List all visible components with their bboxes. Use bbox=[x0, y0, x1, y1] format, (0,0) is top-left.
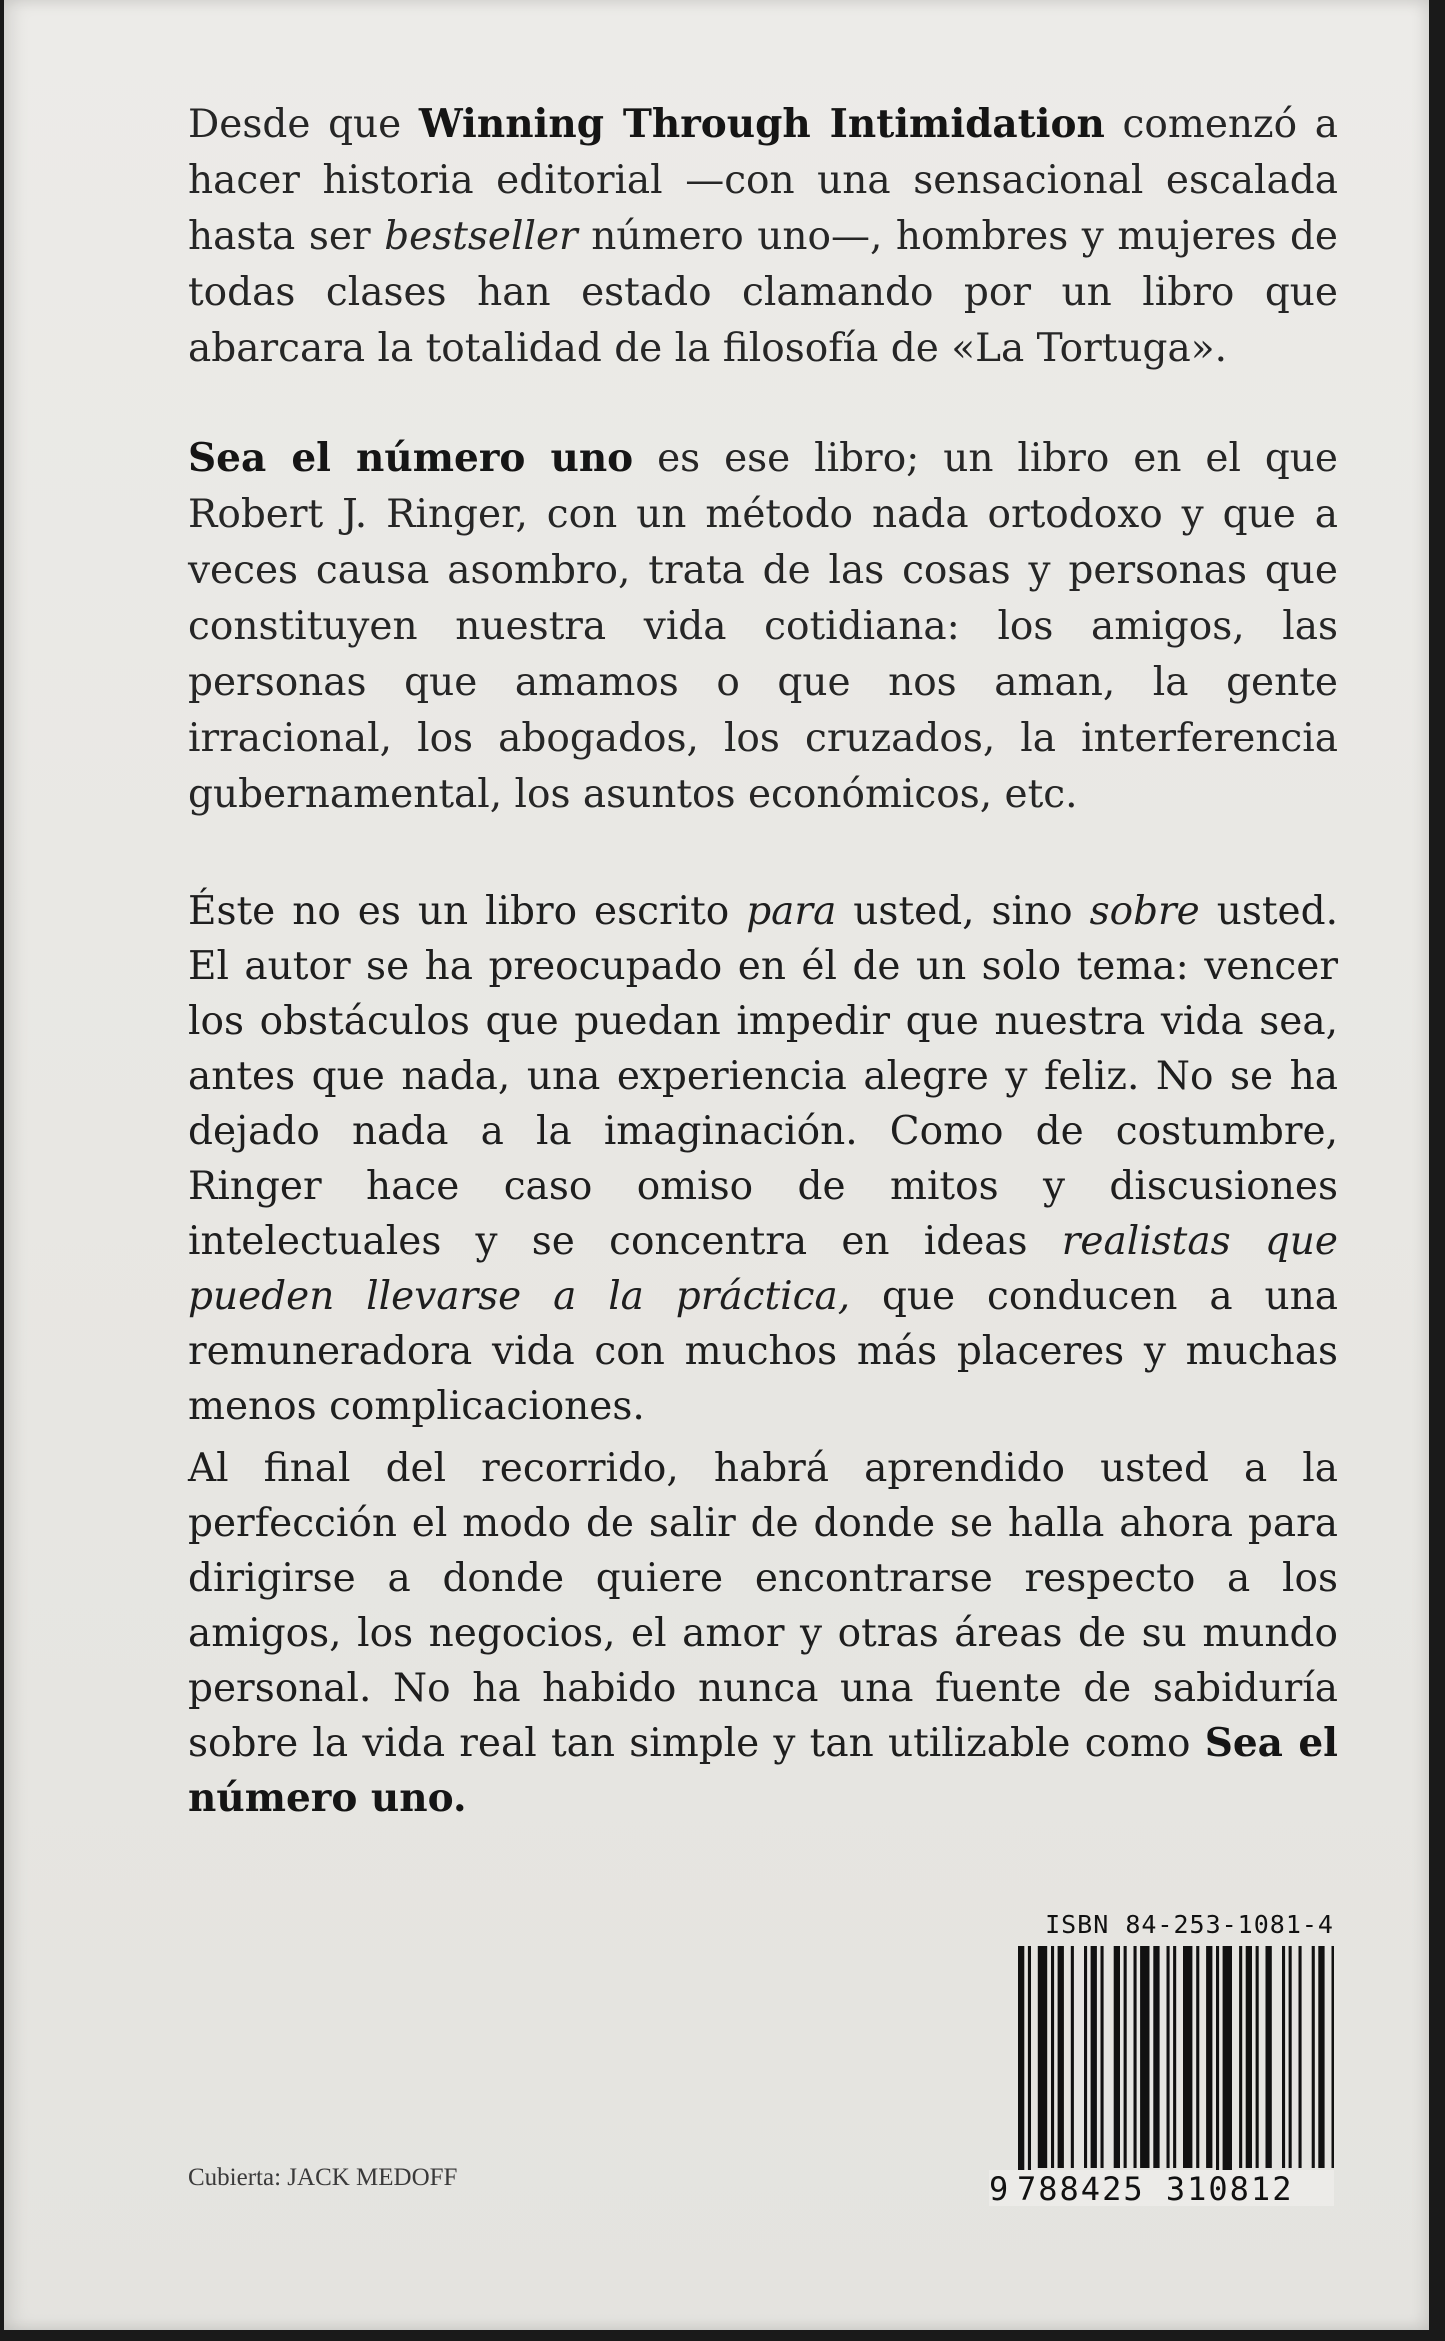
paragraph-4 bbox=[188, 1441, 1338, 1826]
p1-title-winning-through-intimidation: Winning Through Intimidation bbox=[418, 101, 1105, 147]
p4-seg-0: Al final del recorrido, habrá aprendido usted a la perfección el modo de salir de donde se halla ahora para dirigirse a donde quiere encontrarse respecto a los amigos, los negocios, el amor y otras áreas de su mundo personal. No ha habido nunca una fuente de sabiduría sobre la vida real tan simple y tan utilizable como bbox=[188, 1446, 1338, 1766]
p1-seg-0: Desde que bbox=[188, 102, 419, 147]
p3-sobre: sobre bbox=[1089, 889, 1200, 934]
p3-seg-6: que conducen a una remuneradora vida con muchos más placeres y muchas menos complicaciones. bbox=[188, 1274, 1338, 1429]
p1-seg-4: número uno—, hombres y mujeres de todas clases han estado clamando por un libro que abarcara la totalidad de la filosofía de «La Tortuga». bbox=[188, 214, 1338, 371]
barcode-digits-rest: 788425 310812 bbox=[1017, 2170, 1294, 2208]
p3-seg-2: usted, sino bbox=[836, 889, 1090, 934]
p3-seg-0: Éste no es un libro escrito bbox=[188, 889, 747, 934]
back-cover bbox=[4, 0, 1429, 2330]
p3-seg-4: usted. El autor se ha preocupado en él de un solo tema: vencer los obstáculos que puedan impedir que nuestra vida sea, antes que nada, una experiencia alegre y feliz. No se ha dejado nada a la imaginación. Como de costumbre, Ringer hace caso omiso de mitos y discusiones intelectuales y se concentra en ideas bbox=[188, 889, 1338, 1264]
p2-seg-1: es ese libro; un libro en el que Robert J. Ringer, con un método nada ortodoxo y que a veces causa asombro, trata de las cosas y personas que constituyen nuestra vida cotidiana: los amigos, las personas que amamos o que nos aman, la gente irracional, los abogados, los cruzados, la interferencia gubernamental, los asuntos económicos, etc. bbox=[188, 436, 1338, 817]
p3-para: para bbox=[746, 889, 837, 934]
paragraph-3 bbox=[188, 884, 1338, 1434]
isbn-label: ISBN 84-253-1081-4 bbox=[1045, 1910, 1334, 1939]
cover-credit: Cubierta: JACK MEDOFF bbox=[188, 2164, 458, 2191]
p4-title-sea-el-numero-uno: Sea el número uno. bbox=[188, 1720, 1338, 1821]
paragraph-1 bbox=[188, 96, 1338, 377]
p1-seg-2: comenzó a hacer historia editorial —con una sensacional escalada hasta ser bbox=[188, 102, 1338, 259]
barcode-number bbox=[989, 2170, 1334, 2206]
p3-realistas: realistas que pueden llevarse a la práctica, bbox=[188, 1219, 1338, 1319]
paragraph-2 bbox=[188, 430, 1338, 823]
barcode bbox=[1014, 1946, 1334, 2186]
barcode-first-digit: 9 bbox=[989, 2170, 1011, 2208]
p1-bestseller: bestseller bbox=[384, 214, 578, 259]
p2-title-sea-el-numero-uno: Sea el número uno bbox=[188, 435, 634, 481]
